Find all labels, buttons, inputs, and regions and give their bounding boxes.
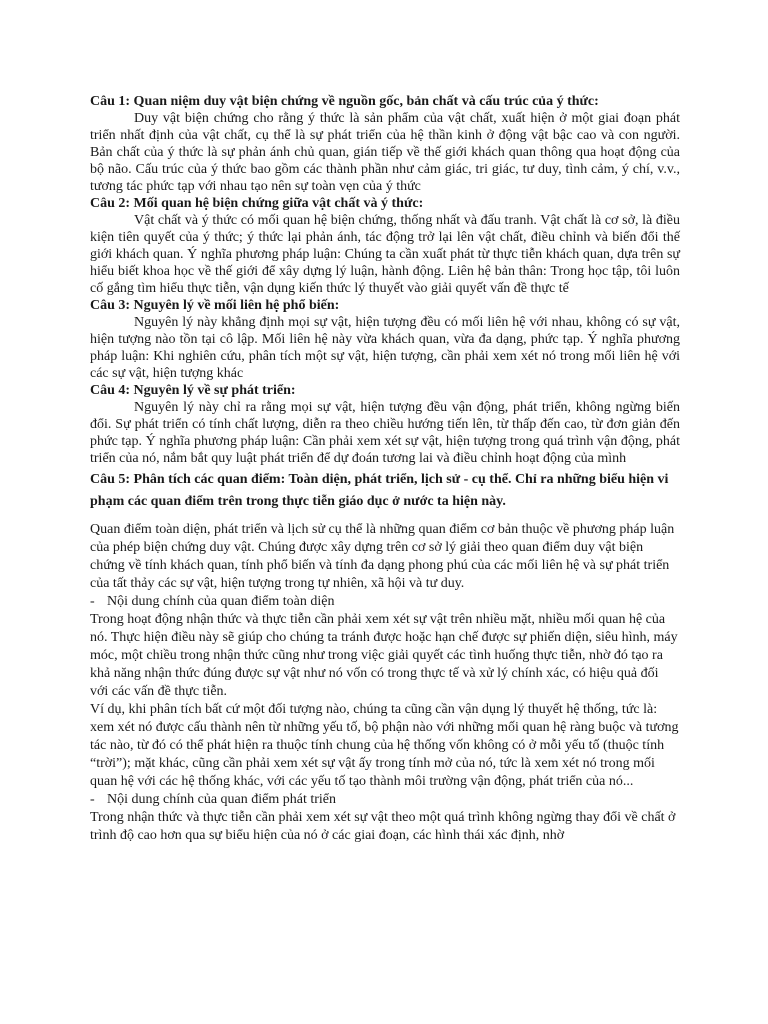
question-5-intro: Quan điểm toàn diện, phát triển và lịch sử cụ thể là những quan điểm cơ bản thuộc về phương pháp luận của phép biện chứng duy vật. Chúng được xây dựng trên cơ sở lý giải theo quan điểm duy vật biện chứng về tính khách quan, tính phổ biến và tính đa dạng phong phú của các mối liên hệ và sự phát triển của tất thảy các sự vật, hiện tượng trong tự nhiên, xã hội và tư duy. bbox=[90, 522, 675, 591]
question-4-body: Nguyên lý này chỉ ra rằng mọi sự vật, hiện tượng đều vận động, phát triển, không ngừng biến đổi. Sự phát triển có tính chất lượng, diễn ra theo chiều hướng tiến lên, từ thấp đến cao, từ đơn giản đến phức tạp. Ý nghĩa phương pháp luận: Cần phải xem xét sự vật, hiện tượng trong quá trình vận động, phát triển của nó, nắm bắt quy luật phát triển để dự đoán tương lai và điều chỉnh hoạt động của mình bbox=[90, 400, 680, 466]
bullet-comprehensive-label: Nội dung chính của quan điểm toàn diện bbox=[107, 594, 335, 609]
question-3-body: Nguyên lý này khẳng định mọi sự vật, hiện tượng đều có mối liên hệ với nhau, không có sự vật, hiện tượng nào tồn tại cô lập. Mối liên hệ này vừa khách quan, vừa đa dạng, phức tạp. Ý nghĩa phương pháp luận: Khi nghiên cứu, phân tích một sự vật, hiện tượng, cần phải xem xét nó trong mối liên hệ với các sự vật, hiện tượng khác bbox=[90, 315, 680, 381]
development-paragraph: Trong nhận thức và thực tiễn cần phải xem xét sự vật theo một quá trình không ngừng thay đổi về chất ở trình độ cao hơn qua sự biểu hiện của nó ở các giai đoạn, các hình thái xác định, nhờ bbox=[90, 810, 676, 843]
bullet-dash: - bbox=[90, 594, 95, 609]
bullet-development-view bbox=[90, 791, 680, 809]
question-2-body: Vật chất và ý thức có mối quan hệ biện chứng, thống nhất và đấu tranh. Vật chất là cơ sở, là điều kiện tiên quyết của ý thức; ý thức lại phản ánh, tác động trở lại lên vật chất, điều chỉnh và biến đổi thế giới khách quan. Ý nghĩa phương pháp luận: Chúng ta cần xuất phát từ thực tiễn khách quan, dựa trên sự hiểu biết khoa học về thế giới để xây dựng lý luận, hành động. Liên hệ bản thân: Trong học tập, tôi luôn cố gắng tìm hiểu thực tiễn, vận dụng kiến thức lý thuyết vào giải quyết vấn đề thực tế bbox=[90, 213, 680, 296]
question-1-title: Câu 1: Quan niệm duy vật biện chứng về nguồn gốc, bản chất và cấu trúc của ý thức: bbox=[90, 94, 599, 109]
question-1-body: Duy vật biện chứng cho rằng ý thức là sản phẩm của vật chất, xuất hiện ở một giai đoạn phát triển nhất định của vật chất, cụ thể là sự phát triển của hệ thần kinh ở động vật bậc cao và con người. Bản chất của ý thức là sự phản ánh chủ quan, gián tiếp về thế giới khách quan thông qua hoạt động của bộ não. Cấu trúc của ý thức bao gồm các thành phần như cảm giác, tri giác, tư duy, tình cảm, ý chí, v.v., tương tác phức tạp với nhau tạo nên sự toàn vẹn của ý thức bbox=[90, 111, 680, 194]
question-4-title: Câu 4: Nguyên lý về sự phát triển: bbox=[90, 383, 296, 398]
bullet-comprehensive-view bbox=[90, 593, 680, 611]
question-2-title: Câu 2: Mối quan hệ biện chứng giữa vật chất và ý thức: bbox=[90, 196, 424, 211]
example-paragraph: Ví dụ, khi phân tích bất cứ một đối tượng nào, chúng ta cũng cần vận dụng lý thuyết hệ thống, tức là: xem xét nó được cấu thành nên từ những yếu tố, bộ phận nào với những mối quan hệ ràng buộc và tương tác nào, từ đó có thể phát hiện ra thuộc tính chung của hệ thống vốn không có ở mỗi yếu tố (thuộc tính “trời”); mặt khác, cũng cần phải xem xét sự vật ấy trong tính mở của nó, tức là xem xét nó trong mối quan hệ với các hệ thống khác, với các yếu tố tạo thành môi trường vận động, phát triển của nó... bbox=[90, 702, 679, 789]
bullet-dash: - bbox=[90, 792, 95, 807]
bullet-development-label: Nội dung chính của quan điểm phát triển bbox=[107, 792, 336, 807]
question-5-title: Câu 5: Phân tích các quan điểm: Toàn diện, phát triển, lịch sử - cụ thể. Chỉ ra những biểu hiện vi phạm các quan điểm trên trong thực tiễn giáo dục ở nước ta hiện này. bbox=[90, 472, 669, 509]
question-3-title: Câu 3: Nguyên lý về mối liên hệ phổ biến: bbox=[90, 298, 340, 313]
comprehensive-paragraph: Trong hoạt động nhận thức và thực tiễn cần phải xem xét sự vật trên nhiều mặt, nhiều mối quan hệ của nó. Thực hiện điều này sẽ giúp cho chúng ta tránh được hoặc hạn chế được sự phiến diện, siêu hình, máy móc, một chiều trong nhận thức cũng như trong việc giải quyết các tình huống thực tiễn, nhờ đó tạo ra khả năng nhận thức đúng được sự vật như nó vốn có trong thực tế và xử lý chính xác, có hiệu quả đối với các vấn đề thực tiễn. bbox=[90, 612, 678, 699]
document-page bbox=[90, 93, 680, 845]
